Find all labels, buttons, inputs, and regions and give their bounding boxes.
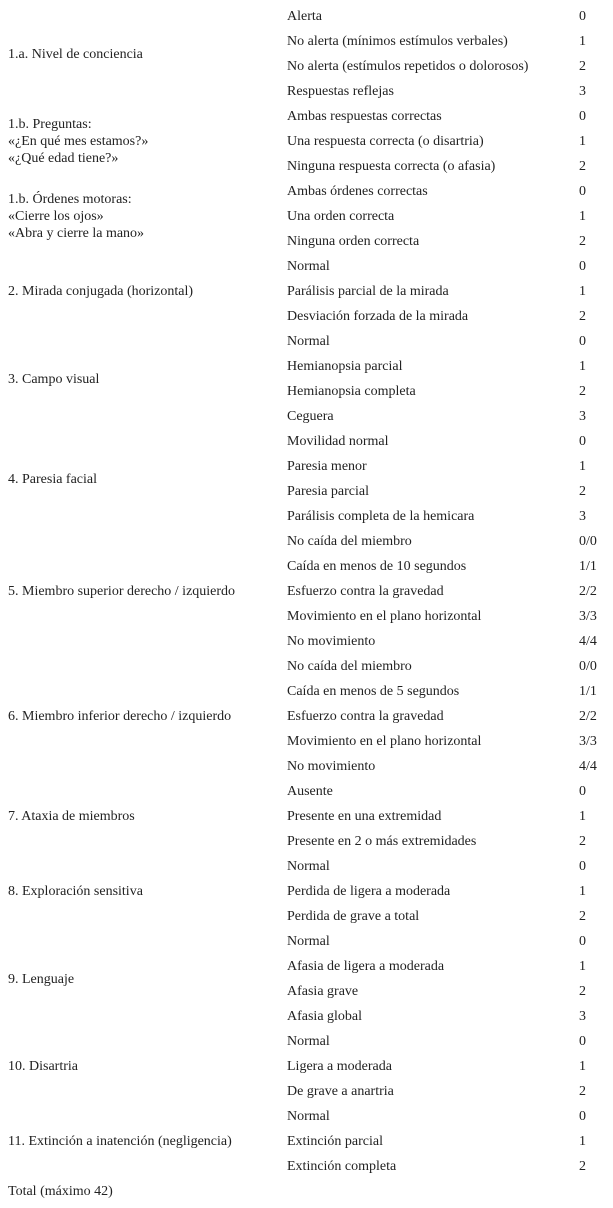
response-option: Esfuerzo contra la gravedad: [287, 709, 444, 724]
response-score: 0: [579, 184, 586, 199]
item-label-line: 10. Disartria: [8, 1059, 78, 1074]
response-option: Ninguna respuesta correcta (o afasia): [287, 159, 496, 174]
response-score: 3/3: [579, 734, 597, 749]
item-label: [6, 529, 285, 654]
response-option: Normal: [287, 934, 330, 949]
item-label: [6, 654, 285, 779]
item-label-line: 2. Mirada conjugada (horizontal): [8, 284, 194, 299]
item-label-line: «¿En qué mes estamos?»: [8, 134, 149, 149]
response-option: Movimiento en el plano horizontal: [287, 734, 482, 749]
response-score: 1: [579, 34, 586, 49]
total-label: Total (máximo 42): [8, 1184, 113, 1199]
response-option: No alerta (mínimos estímulos verbales): [287, 34, 508, 49]
response-option: Normal: [287, 334, 330, 349]
nihss-scale-table: [6, 4, 605, 1204]
response-option: Normal: [287, 259, 330, 274]
response-score: 2: [579, 909, 586, 924]
response-option: No caída del miembro: [287, 659, 412, 674]
table-row: [6, 254, 605, 279]
response-score: 1/1: [579, 559, 597, 574]
item-label-line: «Abra y cierre la mano»: [8, 226, 145, 241]
response-option: Movilidad normal: [287, 434, 389, 449]
table-row: [6, 4, 605, 29]
response-option: Parálisis completa de la hemicara: [287, 509, 475, 524]
response-option: Afasia de ligera a moderada: [287, 959, 445, 974]
response-option: Presente en una extremidad: [287, 809, 442, 824]
response-option: Ceguera: [287, 409, 334, 424]
item-label-line: 9. Lenguaje: [8, 971, 75, 987]
response-option: Extinción parcial: [287, 1134, 384, 1149]
response-score: 2: [579, 484, 586, 499]
item-label-line: 1.a. Nivel de conciencia: [8, 46, 143, 62]
response-score: 1/1: [579, 684, 597, 699]
response-score: 2: [579, 309, 586, 324]
item-label-line: 11. Extinción a inatención (negligencia): [8, 1134, 232, 1149]
response-option: No caída del miembro: [287, 534, 412, 549]
response-option: No movimiento: [287, 759, 376, 774]
response-option: Normal: [287, 859, 330, 874]
response-score: 1: [579, 884, 586, 899]
response-option: Paresia parcial: [287, 484, 370, 499]
item-label-line: 4. Paresia facial: [8, 471, 98, 487]
response-score: 1: [579, 459, 586, 474]
response-score: 2/2: [579, 709, 597, 724]
response-score: 2: [579, 159, 586, 174]
response-option: Ausente: [287, 784, 333, 799]
response-score: 3: [579, 1009, 586, 1024]
response-score: 3/3: [579, 609, 597, 624]
item-label: [6, 1104, 285, 1179]
response-score: 0: [579, 859, 586, 874]
item-label-line: «¿Qué edad tiene?»: [8, 151, 119, 166]
response-option: Normal: [287, 1034, 330, 1049]
table-row: [6, 179, 605, 204]
table-row: [6, 429, 605, 454]
response-option: Hemianopsia completa: [287, 384, 416, 399]
item-label-line: 3. Campo visual: [8, 371, 100, 387]
response-option: No alerta (estímulos repetidos o dolorosos): [287, 59, 529, 74]
response-score: 0: [579, 259, 586, 274]
response-option: Caída en menos de 10 segundos: [287, 559, 467, 574]
response-score: 0: [579, 1034, 586, 1049]
response-score: 1: [579, 209, 586, 224]
item-label: [6, 4, 285, 104]
response-option: Alerta: [287, 9, 322, 24]
table-row: [6, 329, 605, 354]
response-score: 1: [579, 809, 586, 824]
response-score: 2: [579, 984, 586, 999]
response-option: Ligera a moderada: [287, 1059, 392, 1074]
response-option: Ambas respuestas correctas: [287, 109, 442, 124]
response-score: 2: [579, 834, 586, 849]
response-score: 2: [579, 384, 586, 399]
response-option: Normal: [287, 1109, 330, 1124]
response-option: Una orden correcta: [287, 209, 395, 224]
response-score: 0/0: [579, 534, 597, 549]
response-score: 3: [579, 84, 586, 99]
response-option: Extinción completa: [287, 1159, 397, 1174]
table-row: [6, 104, 605, 129]
response-score: 4/4: [579, 634, 597, 649]
response-option: Ninguna orden correcta: [287, 234, 420, 249]
item-label-line: 5. Miembro superior derecho / izquierdo: [8, 584, 236, 599]
table-row: [6, 1104, 605, 1129]
item-label-line: 8. Exploración sensitiva: [8, 884, 143, 899]
item-label: [6, 254, 285, 329]
response-score: 1: [579, 1059, 586, 1074]
response-option: Hemianopsia parcial: [287, 359, 403, 374]
response-score: 1: [579, 284, 586, 299]
response-score: 0: [579, 434, 586, 449]
response-score: 1: [579, 1134, 586, 1149]
response-option: Parálisis parcial de la mirada: [287, 284, 449, 299]
response-score: 0: [579, 9, 586, 24]
item-label: [6, 779, 285, 854]
response-option: Esfuerzo contra la gravedad: [287, 584, 444, 599]
response-score: 0: [579, 109, 586, 124]
response-score: 2: [579, 1084, 586, 1099]
response-option: Presente en 2 o más extremidades: [287, 834, 477, 849]
table-row: [6, 929, 605, 954]
response-score: 0/0: [579, 659, 597, 674]
response-score: 2: [579, 234, 586, 249]
response-option: Afasia grave: [287, 984, 359, 999]
response-option: Desviación forzada de la mirada: [287, 309, 469, 324]
item-label: [6, 929, 285, 1029]
response-score: 3: [579, 409, 586, 424]
response-score: 3: [579, 509, 586, 524]
response-option: Perdida de ligera a moderada: [287, 884, 451, 899]
response-option: Paresia menor: [287, 459, 367, 474]
item-label: [6, 329, 285, 429]
response-option: Una respuesta correcta (o disartria): [287, 134, 484, 149]
table-row: [6, 779, 605, 804]
table-row: [6, 854, 605, 879]
total-row: [6, 1179, 605, 1204]
item-label: [6, 104, 285, 179]
item-label: [6, 854, 285, 929]
response-score: 0: [579, 1109, 586, 1124]
response-option: No movimiento: [287, 634, 376, 649]
response-option: Afasia global: [287, 1009, 363, 1024]
response-option: Perdida de grave a total: [287, 909, 420, 924]
item-label-line: 1.b. Preguntas:: [8, 117, 92, 132]
table-row: [6, 654, 605, 679]
response-score: 0: [579, 334, 586, 349]
table-row: [6, 1029, 605, 1054]
item-label: [6, 179, 285, 254]
response-score: 1: [579, 959, 586, 974]
response-score: 2/2: [579, 584, 597, 599]
response-score: 1: [579, 359, 586, 374]
item-label: [6, 429, 285, 529]
response-score: 2: [579, 59, 586, 74]
item-label-line: 6. Miembro inferior derecho / izquierdo: [8, 709, 232, 724]
table-row: [6, 529, 605, 554]
item-label: [6, 1029, 285, 1104]
response-option: Caída en menos de 5 segundos: [287, 684, 460, 699]
response-score: 2: [579, 1159, 586, 1174]
response-option: Respuestas reflejas: [287, 84, 394, 99]
item-label-line: 7. Ataxia de miembros: [8, 809, 135, 824]
item-label-line: «Cierre los ojos»: [8, 209, 104, 224]
response-score: 1: [579, 134, 586, 149]
item-label-line: 1.b. Órdenes motoras:: [8, 192, 132, 207]
response-option: De grave a anartria: [287, 1084, 394, 1099]
response-score: 4/4: [579, 759, 597, 774]
response-score: 0: [579, 934, 586, 949]
response-option: Ambas órdenes correctas: [287, 184, 428, 199]
response-option: Movimiento en el plano horizontal: [287, 609, 482, 624]
response-score: 0: [579, 784, 586, 799]
